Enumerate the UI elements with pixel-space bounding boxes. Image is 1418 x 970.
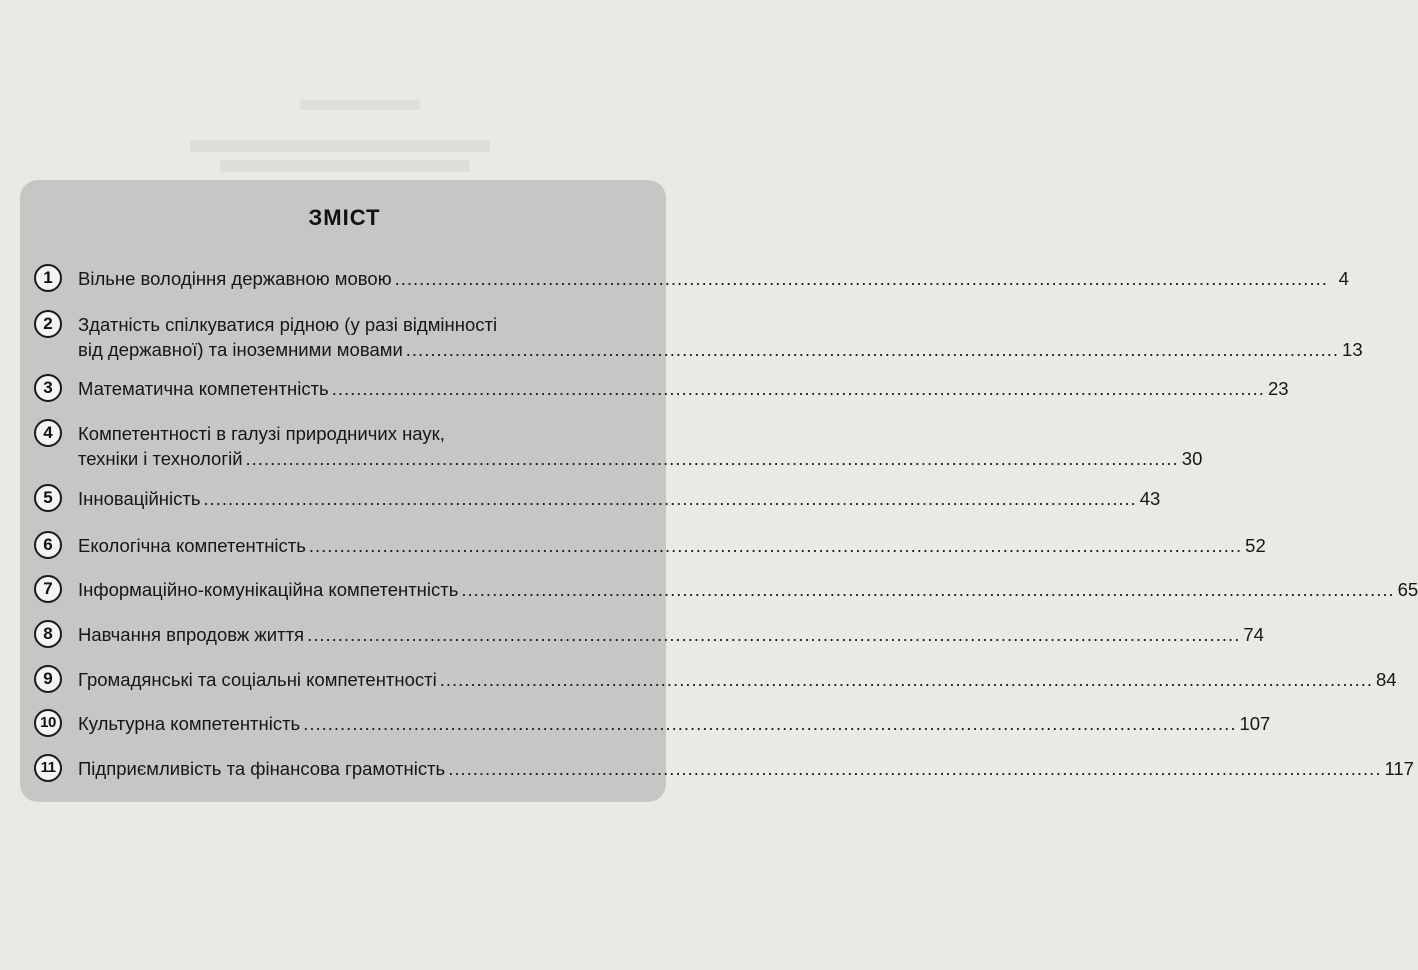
toc-entry-label-line-2: від державної) та іноземними мовами: [78, 339, 403, 360]
dot-leader: ........................................................................................................................................................: [331, 378, 1265, 399]
toc-entry-label: Вільне володіння державною мовою: [78, 268, 392, 289]
toc-number-badge: 1: [34, 264, 62, 292]
toc-entry-label-line-1: Здатність спілкуватися рідною (у разі відмінності: [78, 314, 498, 335]
dot-leader: ........................................................................................................................................................: [303, 713, 1237, 734]
toc-page-number: 13: [1342, 339, 1363, 360]
toc-entry-label-line-2: техніки і технологій: [78, 448, 243, 469]
dot-leader: ........................................................................................................................................................: [308, 535, 1243, 556]
toc-entry-label: Інноваційність: [78, 488, 201, 509]
toc-page-number: 43: [1139, 488, 1161, 509]
toc-entry-label: Математична компетентність: [78, 378, 329, 399]
dot-leader: ........................................................................................................................................................: [448, 758, 1382, 779]
toc-page-number: 74: [1243, 624, 1264, 645]
toc-entry-label: Інформаційно-комунікаційна компетентність: [78, 579, 459, 600]
dot-leader: ........................................................................................................................................................: [439, 669, 1374, 690]
toc-page-number: 65: [1397, 579, 1418, 600]
toc-number-badge: 8: [34, 620, 62, 648]
toc-entry-label: Екологічна компетентність: [78, 535, 306, 556]
toc-number-badge: 3: [34, 374, 62, 402]
toc-number-badge: 7: [34, 575, 62, 603]
dot-leader: ........................................................................................................................................................: [461, 579, 1395, 600]
toc-page-number: 117: [1384, 758, 1414, 779]
dot-leader: ........................................................................................................................................................: [307, 624, 1241, 645]
dot-leader: ........................................................................................................................................................: [394, 268, 1328, 289]
toc-page-number: 107: [1239, 713, 1271, 734]
toc-entry-label-line-1: Компетентності в галузі природничих наук,: [78, 423, 445, 444]
toc-entry-label: Громадянські та соціальні компетентності: [78, 669, 437, 690]
dot-leader: ........................................................................................................................................................: [245, 448, 1179, 469]
toc-page-number: 52: [1245, 535, 1266, 556]
toc-page-number: 30: [1181, 448, 1203, 469]
toc-page-number: 23: [1267, 378, 1289, 399]
page-title: ЗМІСТ: [308, 205, 381, 230]
toc-number-badge: 10: [34, 709, 62, 737]
toc-page-number: 4: [1338, 268, 1349, 289]
toc-entry-label: Підприємливість та фінансова грамотність: [78, 758, 446, 779]
toc-number-badge: 4: [34, 419, 62, 447]
toc-page-number: 84: [1376, 669, 1397, 690]
toc-number-badge: 11: [34, 754, 62, 782]
toc-number-badge: 2: [34, 310, 62, 338]
toc-number-badge: 5: [34, 484, 62, 512]
dot-leader: ........................................................................................................................................................: [405, 339, 1340, 360]
toc-number-badge: 9: [34, 665, 62, 693]
toc-entry-label: Культурна компетентність: [78, 713, 301, 734]
toc-number-badge: 6: [34, 531, 62, 559]
dot-leader: ........................................................................................................................................................: [203, 488, 1137, 509]
toc-entry-label: Навчання впродовж життя: [78, 624, 305, 645]
